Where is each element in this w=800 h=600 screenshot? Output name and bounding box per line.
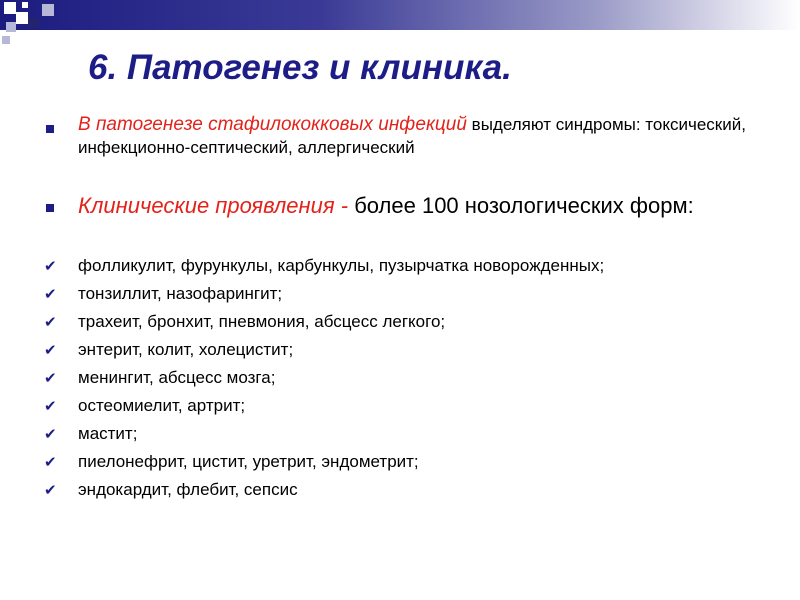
checkmark-icon: ✔ — [44, 453, 57, 471]
checkmark-icon: ✔ — [44, 313, 57, 331]
list-item — [0, 338, 688, 361]
list-item-text: трахеит, бронхит, пневмония, абсцесс легкого; — [78, 312, 446, 331]
checkmark-icon: ✔ — [44, 425, 57, 443]
bullet-pathogenesis-highlight: В патогенезе стафилококковых инфекций — [78, 114, 467, 135]
square-bullet-icon — [46, 125, 54, 133]
checkmark-icon: ✔ — [44, 257, 57, 275]
bullet-pathogenesis — [78, 113, 758, 159]
list-item — [0, 478, 688, 501]
slide-title: 6. Патогенез и клиника. — [88, 48, 512, 87]
square-bullet-icon — [46, 204, 54, 212]
list-item-text: фолликулит, фурункулы, карбункулы, пузырчатка новорожденных; — [78, 256, 605, 275]
checkmark-icon: ✔ — [44, 397, 57, 415]
list-item — [0, 282, 688, 305]
list-item — [0, 450, 688, 473]
list-item-text: остеомиелит, артрит; — [78, 396, 246, 415]
list-item-text: эндокардит, флебит, сепсис — [78, 480, 298, 499]
list-item-text: тонзиллит, назофарингит; — [78, 284, 283, 303]
bullet-clinical — [78, 193, 768, 219]
list-item-text: мастит; — [78, 424, 138, 443]
list-item-text: пиелонефрит, цистит, уретрит, эндометрит; — [78, 452, 419, 471]
clinical-forms-list — [0, 254, 800, 506]
list-item — [0, 394, 688, 417]
list-item-text: энтерит, колит, холецистит; — [78, 340, 294, 359]
checkmark-icon: ✔ — [44, 285, 57, 303]
checkmark-icon: ✔ — [44, 481, 57, 499]
list-item — [0, 254, 688, 277]
checkmark-icon: ✔ — [44, 369, 57, 387]
bullet-clinical-text: более 100 нозологических форм: — [348, 193, 694, 218]
list-item-text: менингит, абсцесс мозга; — [78, 368, 276, 387]
checkmark-icon: ✔ — [44, 341, 57, 359]
list-item — [0, 366, 688, 389]
list-item — [0, 422, 688, 445]
list-item — [0, 310, 688, 333]
header-gradient-bar — [0, 0, 800, 30]
bullet-pathogenesis-text: выделяют синдромы: токсический, инфекционно-септический, аллергический — [78, 115, 746, 157]
bullet-clinical-highlight: Клинические проявления - — [78, 193, 349, 218]
